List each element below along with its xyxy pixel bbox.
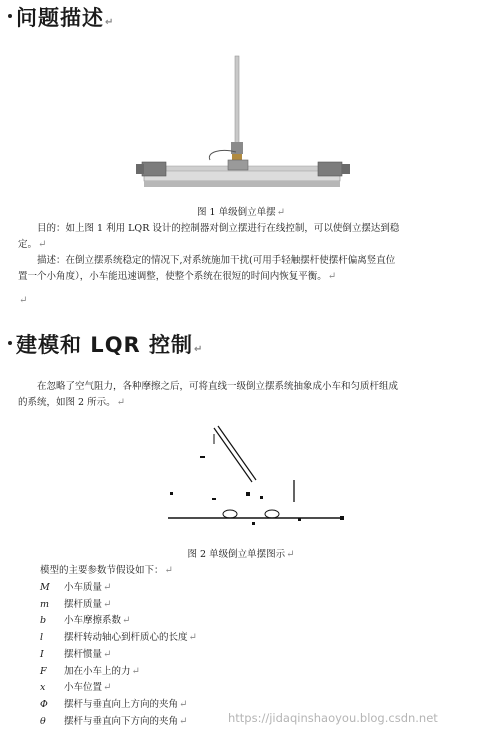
figure2-caption: 图 2 单级倒立单摆图示↵ [187,549,295,560]
heading-text: 建模和 LQR 控制 [16,333,194,357]
section-heading-modeling: 建模和 LQR 控制↵ [16,333,204,357]
description-line-1: 描述：在倒立摆系统稳定的情况下,对系统施加干扰(可用手轻触摆杆使摆杆偏离竖直位 [37,255,396,266]
param-row: M 小车质量↵ [40,582,112,593]
heading-text: 问题描述 [16,6,104,30]
param-row: m 摆杆质量↵ [40,598,112,610]
param-row: F 加在小车上的力↵ [40,665,140,677]
purpose-line-2: 定。 [18,239,38,250]
param-row: x 小车位置↵ [40,682,112,694]
param-row: l 摆杆转动轴心到杆质心的长度↵ [40,632,197,644]
heading-bullet [8,14,12,18]
heading-bullet [8,341,12,345]
paragraph-mark: ↵ [105,17,115,28]
pendulum-diagram [160,420,350,530]
purpose-line-1: 目的：如上图 1 利用 LQR 设计的控制器对倒立摆进行在线控制，可以使倒立摆达到稳 [37,223,400,234]
description-line-2: 置一个小角度），小车能迅速调整，使整个系统在很短的时间内恢复平衡。 [18,271,327,282]
watermark-url: https://jidaqinshaoyou.blog.csdn.net [228,711,438,725]
parameter-list [40,580,197,730]
model-intro-paragraph: 在忽略了空气阻力，各种摩擦之后，可将直线一级倒立摆系统抽象成小车和匀质杆组成 的系统，如图 2 所示。↵ [18,381,399,408]
params-intro: 模型的主要参数节假设如下：↵ [40,565,173,576]
purpose-paragraph: 目的：如上图 1 利用 LQR 设计的控制器对倒立摆进行在线控制，可以使倒立摆达到稳 定。↵ [18,223,400,250]
pendulum-apparatus-photo [136,52,350,197]
section-heading-problem [16,2,114,32]
param-row: Φ 摆杆与垂直向上方向的夹角↵ [40,698,188,710]
param-row: θ 摆杆与垂直向下方向的夹角↵ [40,715,188,727]
empty-paragraph-mark: ↵ [19,295,28,306]
param-row: b 小车摩擦系数↵ [40,615,131,627]
figure1-caption: 图 1 单级倒立单摆↵ [197,207,285,218]
description-paragraph: 描述：在倒立摆系统稳定的情况下,对系统施加干扰(可用手轻触摆杆使摆杆偏离竖直位 置一个小角度），小车能迅速调整，使整个系统在很短的时间内恢复平衡。↵ [18,255,396,282]
intro-line-1: 在忽略了空气阻力，各种摩擦之后，可将直线一级倒立摆系统抽象成小车和匀质杆组成 [37,381,399,392]
intro-line-2: 的系统，如图 2 所示。 [18,397,116,408]
param-row: I 摆杆惯量↵ [40,648,112,660]
